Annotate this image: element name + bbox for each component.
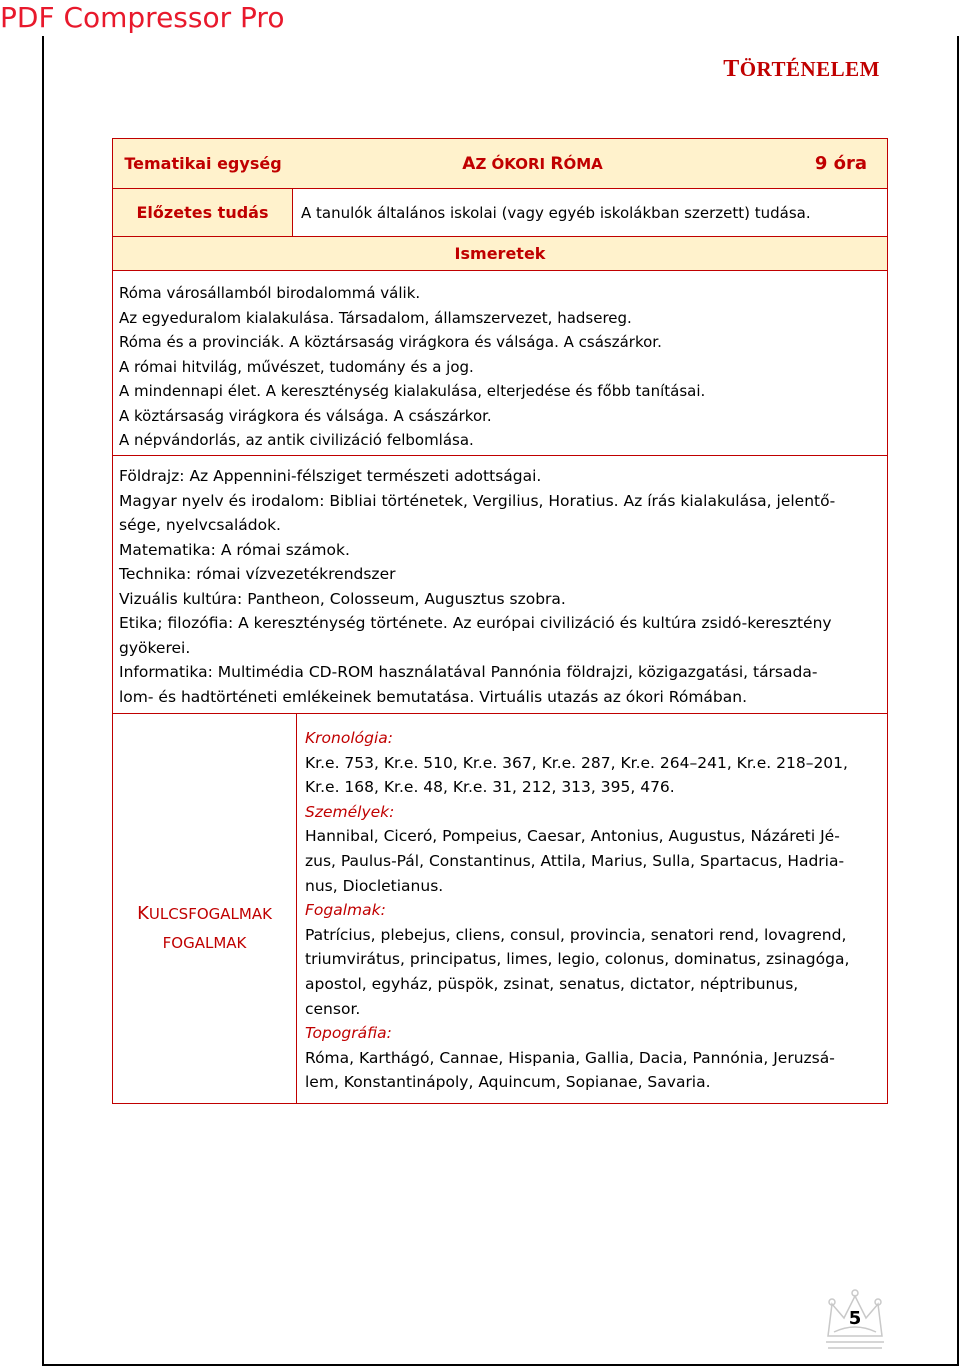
prior-knowledge-row xyxy=(113,189,887,237)
unit-title: AZ ÓKORI RÓMA xyxy=(462,153,603,174)
concepts-heading: Fogalmak: xyxy=(305,901,386,920)
curriculum-table xyxy=(112,138,888,1104)
list-item: lem, Konstantinápoly, Aquincum, Sopianae, Savaria. xyxy=(305,1073,711,1092)
list-item: A római hitvilág, művészet, tudomány és a jog. xyxy=(119,357,474,376)
list-item: Róma és a provinciák. A köztársaság virágkora és válsága. A császárkor. xyxy=(119,333,662,351)
connections-list xyxy=(113,456,839,713)
knowledge-row xyxy=(113,271,887,456)
unit-header-row xyxy=(113,139,887,189)
list-item: Etika; filozófia: A kereszténység története. Az európai civilizáció és kultúra zsidó-keresztény xyxy=(119,614,832,632)
list-item: Hannibal, Ciceró, Pompeius, Caesar, Antonius, Augustus, Názáreti Jé- xyxy=(305,827,840,846)
list-item: Kr.e. 753, Kr.e. 510, Kr.e. 367, Kr.e. 287, Kr.e. 264–241, Kr.e. 218–201, xyxy=(305,753,848,772)
knowledge-list xyxy=(113,271,705,455)
chapter-title: TÖRTÉNELEM xyxy=(723,56,880,82)
list-item: Technika: római vízvezetékrendszer xyxy=(119,565,396,583)
key-concepts-content xyxy=(297,714,887,1103)
list-item: Róma, Karthágó, Cannae, Hispania, Gallia, Dacia, Pannónia, Jeruzsá- xyxy=(305,1048,835,1067)
prior-knowledge-label: Előzetes tudás xyxy=(113,189,293,236)
list-item: apostol, egyház, püspök, zsinat, senatus, dictator, néptribunus, xyxy=(305,974,799,993)
connections-row xyxy=(113,456,887,714)
key-concepts-label-cell xyxy=(113,714,297,1103)
list-item: sége, nyelvcsaládok. xyxy=(119,516,281,534)
list-item: Vizuális kultúra: Pantheon, Colosseum, Augusztus szobra. xyxy=(119,589,566,608)
concepts-label: FOGALMAK xyxy=(162,934,247,952)
list-item: triumvirátus, principatus, limes, legio, colonus, dominatus, zsinagóga, xyxy=(305,950,850,969)
list-item: Földrajz: Az Appennini-félsziget természeti adottságai. xyxy=(119,467,542,485)
prior-knowledge-text: A tanulók általános iskolai (vagy egyéb iskolákban szerzett) tudása. xyxy=(301,203,811,222)
unit-label: Tematikai egység xyxy=(124,154,282,173)
list-item: A köztársaság virágkora és válsága. A császárkor. xyxy=(119,406,492,425)
list-item: Róma városállamból birodalommá válik. xyxy=(119,284,421,302)
page-number: 5 xyxy=(848,1308,862,1329)
topography-heading: Topográfia: xyxy=(305,1024,392,1043)
list-item: Matematika: A római számok. xyxy=(119,540,350,559)
list-item: gyökerei. xyxy=(119,638,191,657)
knowledge-header-row xyxy=(113,237,887,271)
list-item: Az egyeduralom kialakulása. Társadalom, államszervezet, hadsereg. xyxy=(119,308,632,327)
list-item: censor. xyxy=(305,999,361,1018)
key-concepts-label: KULCSFOGALMAK xyxy=(137,903,272,924)
knowledge-label: Ismeretek xyxy=(454,244,546,263)
list-item: Kr.e. 168, Kr.e. 48, Kr.e. 31, 212, 313, 395, 476. xyxy=(305,778,675,797)
unit-hours: 9 óra xyxy=(814,153,867,174)
list-item: Magyar nyelv és irodalom: Bibliai történetek, Vergilius, Horatius. Az írás kialakulása, jelentő- xyxy=(119,491,836,510)
app-watermark: PDF Compressor Pro xyxy=(0,1,285,34)
chronology-heading: Kronológia: xyxy=(305,729,393,747)
list-item: A mindennapi élet. A kereszténység kialakulása, elterjedése és főbb tanításai. xyxy=(119,382,706,400)
list-item: A népvándorlás, az antik civilizáció felbomlása. xyxy=(119,431,474,449)
list-item: nus, Diocletianus. xyxy=(305,876,444,895)
list-item: lom- és hadtörténeti emlékeinek bemutatása. Virtuális utazás az ókori Rómában. xyxy=(119,687,747,706)
key-concepts-row xyxy=(113,714,887,1104)
list-item: zus, Paulus-Pál, Constantinus, Attila, Marius, Sulla, Spartacus, Hadria- xyxy=(305,851,845,870)
list-item: Informatika: Multimédia CD-ROM használatával Pannónia földrajzi, közigazgatási, társada- xyxy=(119,663,818,681)
page-number-badge xyxy=(818,1282,892,1356)
persons-heading: Személyek: xyxy=(305,802,395,821)
list-item: Patrícius, plebejus, cliens, consul, provincia, senatori rend, lovagrend, xyxy=(305,925,847,944)
